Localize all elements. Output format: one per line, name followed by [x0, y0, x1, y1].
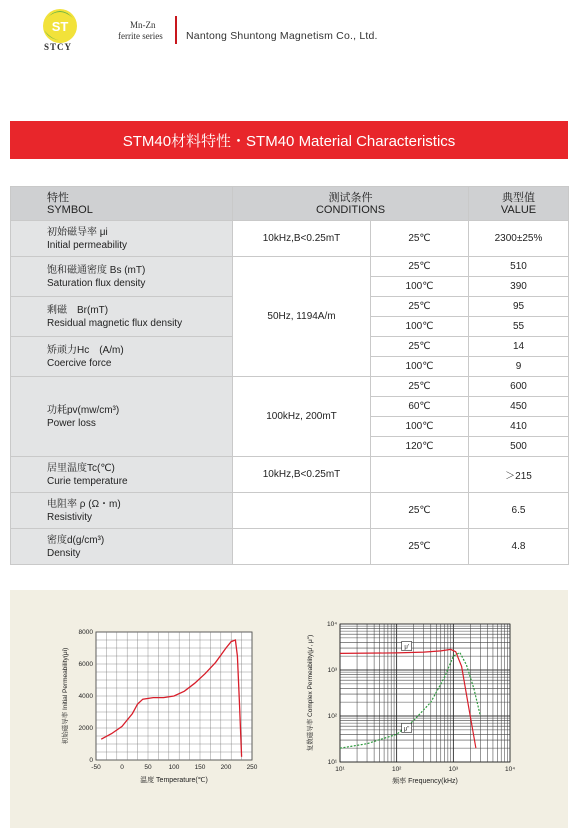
- x-tick-label: 0: [120, 764, 124, 771]
- condition-cell: 10kHz,B<0.25mT: [233, 457, 371, 493]
- x-tick-label: 10²: [391, 766, 402, 773]
- y-axis-label: 复数磁导率 Complex Permeability(μ', μ"): [307, 634, 314, 752]
- x-tick-label: -50: [91, 764, 101, 771]
- value-cell: 95: [469, 297, 569, 317]
- temperature-cell: 100℃: [371, 277, 469, 297]
- y-tick-label: 10¹: [327, 759, 337, 766]
- condition-cell: [233, 493, 371, 529]
- table-row: [11, 457, 569, 493]
- permeability-temperature-chart: [56, 618, 276, 788]
- x-tick-label: 50: [144, 764, 152, 771]
- symbol-cn: 居里温度Tc(℃): [47, 462, 115, 474]
- table-row: [11, 493, 569, 529]
- y-axis-label: 初始磁导率 Initial Permeability(μi): [62, 647, 69, 745]
- x-tick-label: 10⁴: [504, 766, 516, 773]
- value-cell: 6.5: [469, 493, 569, 529]
- condition-cell: 50Hz, 1194A/m: [233, 257, 371, 377]
- symbol-en: Curie temperature: [47, 475, 128, 487]
- logo-letters: ST: [51, 19, 69, 34]
- y-tick-label: 10³: [327, 667, 337, 674]
- plot-area: [340, 624, 510, 762]
- complex-permeability-chart: [300, 612, 530, 788]
- header-conditions-en: CONDITIONS: [315, 203, 386, 216]
- table-row: [11, 257, 569, 277]
- symbol-en: Density: [47, 547, 81, 559]
- y-tick-label: 10⁴: [326, 621, 337, 628]
- temperature-cell: 100℃: [371, 317, 469, 337]
- x-tick-label: 100: [168, 764, 180, 771]
- value-cell: 55: [469, 317, 569, 337]
- temperature-cell: 120℃: [371, 437, 469, 457]
- table-row: [11, 221, 569, 257]
- header-symbol-cn: 特性: [47, 191, 69, 204]
- value-cell: 600: [469, 377, 569, 397]
- symbol-cn: 剩磁 Br(mT): [47, 304, 109, 316]
- header-symbol: [11, 187, 233, 221]
- row-symbol: [11, 221, 233, 257]
- row-symbol: [11, 457, 233, 493]
- temperature-cell: 25℃: [371, 529, 469, 565]
- series-line1: Mn-Zn: [130, 20, 156, 30]
- row-symbol: [11, 493, 233, 529]
- value-cell: 450: [469, 397, 569, 417]
- temperature-cell: 25℃: [371, 337, 469, 357]
- page-header: [0, 0, 578, 70]
- x-tick-label: 200: [220, 764, 232, 771]
- symbol-cn: 初始磁导率 μi: [47, 226, 108, 238]
- symbol-cn: 功耗pv(mw/cm³): [47, 404, 120, 416]
- value-cell: 510: [469, 257, 569, 277]
- row-symbol: [11, 257, 233, 297]
- row-symbol: [11, 297, 233, 337]
- x-tick-label: 250: [246, 764, 258, 771]
- series-label-mu-prime: μ': [404, 644, 409, 651]
- condition-cell: [233, 529, 371, 565]
- series-line2: ferrite series: [118, 31, 163, 41]
- company-name: Nantong Shuntong Magnetism Co., Ltd.: [186, 30, 378, 42]
- temperature-cell: 25℃: [371, 221, 469, 257]
- symbol-cn: 饱和磁通密度 Bs (mT): [47, 264, 146, 276]
- y-tick-label: 6000: [78, 661, 93, 668]
- x-tick-label: 10³: [448, 766, 459, 773]
- x-axis-label: 频率 Frequency(kHz): [392, 778, 458, 785]
- value-cell: 4.8: [469, 529, 569, 565]
- table-row: [11, 377, 569, 397]
- header-conditions-cn: 测试条件: [328, 191, 373, 204]
- row-symbol: [11, 337, 233, 377]
- temperature-cell: 25℃: [371, 493, 469, 529]
- value-cell: 9: [469, 357, 569, 377]
- temperature-cell: 100℃: [371, 357, 469, 377]
- symbol-en: Saturation flux density: [47, 277, 146, 289]
- symbol-en: Residual magnetic flux density: [47, 317, 183, 329]
- header-value-cn: 典型值: [502, 191, 535, 204]
- value-cell: ＞215: [469, 457, 569, 493]
- y-tick-label: 2000: [78, 725, 93, 732]
- y-tick-label: 8000: [78, 629, 93, 636]
- symbol-en: Coercive force: [47, 357, 112, 369]
- value-cell: 500: [469, 437, 569, 457]
- page-title: STM40材料特性・STM40 Material Characteristics: [10, 121, 568, 159]
- temperature-cell: [371, 457, 469, 493]
- value-cell: 410: [469, 417, 569, 437]
- temperature-cell: 100℃: [371, 417, 469, 437]
- y-tick-label: 0: [89, 757, 93, 764]
- symbol-cn: 矫顽力Hc (A/m): [47, 344, 124, 356]
- condition-cell: 10kHz,B<0.25mT: [233, 221, 371, 257]
- logo-text: STCY: [44, 42, 73, 52]
- value-cell: 14: [469, 337, 569, 357]
- x-tick-label: 150: [194, 764, 206, 771]
- y-tick-label: 10²: [327, 713, 337, 720]
- x-tick-label: 10¹: [335, 766, 345, 773]
- condition-cell: 100kHz, 200mT: [233, 377, 371, 457]
- x-axis-label: 温度 Temperature(℃): [140, 777, 208, 784]
- temperature-cell: 25℃: [371, 257, 469, 277]
- value-cell: 2300±25%: [469, 221, 569, 257]
- y-tick-label: 4000: [78, 693, 93, 700]
- header-value: [469, 187, 569, 221]
- characteristics-table: [10, 186, 569, 565]
- row-symbol: [11, 377, 233, 457]
- temperature-cell: 25℃: [371, 297, 469, 317]
- series-label: [118, 20, 163, 42]
- header-divider: [175, 16, 177, 44]
- row-symbol: [11, 529, 233, 565]
- symbol-en: Resistivity: [47, 511, 93, 523]
- symbol-en: Power loss: [47, 417, 96, 429]
- value-cell: 390: [469, 277, 569, 297]
- header-conditions: [233, 187, 469, 221]
- series-label-mu-double-prime: μ": [403, 726, 410, 733]
- symbol-en: Initial permeability: [47, 239, 128, 251]
- symbol-cn: 电阻率 ρ (Ω・m): [47, 498, 121, 510]
- table-row: [11, 529, 569, 565]
- temperature-cell: 25℃: [371, 377, 469, 397]
- table-header-row: [11, 187, 569, 221]
- symbol-cn: 密度d(g/cm³): [47, 534, 105, 546]
- header-value-en: VALUE: [500, 203, 537, 216]
- temperature-cell: 60℃: [371, 397, 469, 417]
- header-symbol-en: SYMBOL: [47, 203, 93, 216]
